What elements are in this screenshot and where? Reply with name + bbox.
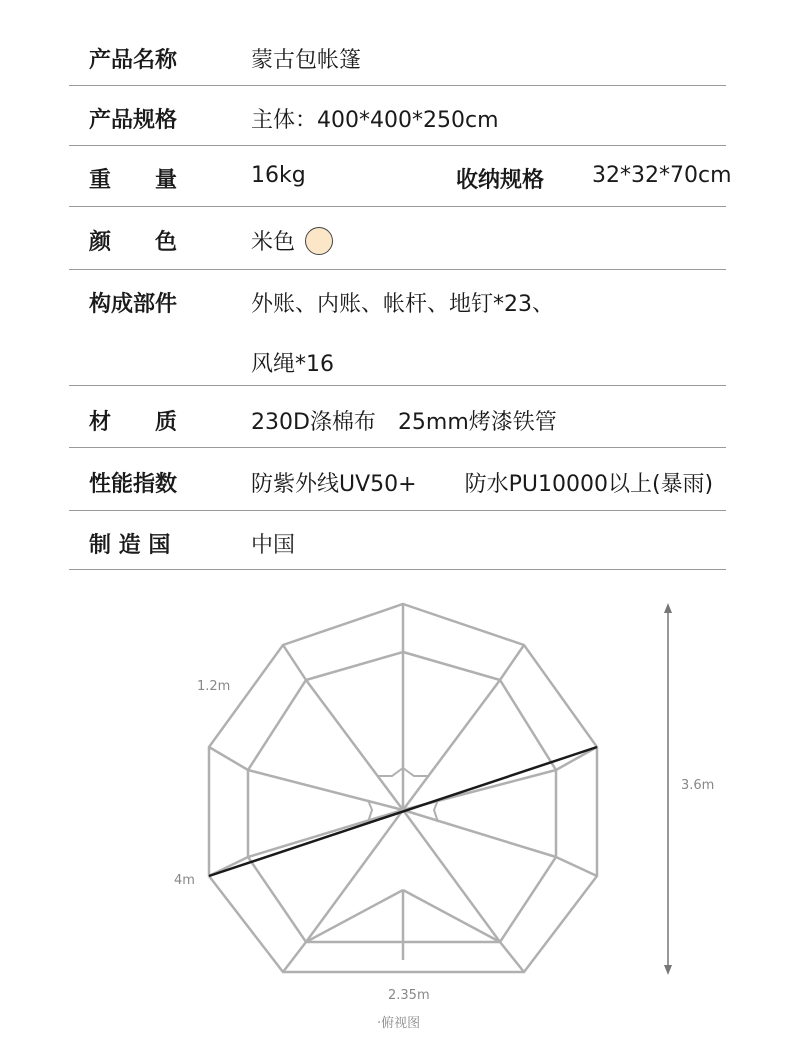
spec-row-origin	[69, 511, 726, 570]
spec-row-performance	[69, 448, 726, 511]
color-swatch	[305, 227, 333, 255]
spec-label-weight: 重 量	[89, 168, 178, 193]
spec-label-parts: 构成部件	[89, 292, 178, 317]
spec-table	[69, 26, 732, 570]
spec-value-performance	[251, 467, 713, 498]
spec-label-material: 材 质	[89, 410, 178, 435]
spec-label-performance: 性能指数	[89, 472, 178, 497]
spec-row-size	[69, 86, 726, 146]
spec-value-origin: 中国	[251, 533, 296, 558]
height-dimension-arrow	[664, 603, 672, 975]
segment-length-label: 1.2m	[197, 679, 231, 694]
color-name: 米色	[251, 230, 296, 255]
spec-label-storage: 收纳规格	[456, 168, 545, 193]
diagram-caption: ·俯视图	[377, 1016, 421, 1031]
spec-row-weight	[69, 146, 732, 207]
spec-value-size: 主体：400*400*250cm	[251, 108, 499, 133]
spec-label-color: 颜 色	[89, 230, 178, 255]
spec-row-material	[69, 386, 726, 448]
spec-label-origin: 制 造 国	[89, 533, 171, 558]
tent-top-view-diagram	[0, 590, 790, 1045]
spec-value-parts-line2: 风绳*16	[251, 352, 334, 377]
spec-value-parts-line1: 外账、内账、帐杆、地钉*23、	[251, 292, 554, 317]
spec-label-size: 产品规格	[89, 108, 178, 133]
spec-value-weight: 16kg	[251, 163, 306, 188]
spec-value-storage: 32*32*70cm	[592, 163, 732, 188]
height-length-label: 3.6m	[681, 778, 715, 793]
spec-label-name: 产品名称	[89, 48, 178, 73]
performance-uv: 防紫外线UV50+	[251, 472, 417, 497]
spec-value-color	[251, 225, 333, 256]
material-fabric: 230D涤棉布	[251, 410, 376, 435]
material-frame: 25mm烤漆铁管	[397, 410, 557, 435]
spec-value-name: 蒙古包帐篷	[251, 48, 362, 73]
diagonal-length-label: 4m	[174, 873, 195, 888]
spec-row-color	[69, 207, 726, 270]
spec-row-name	[69, 26, 726, 86]
spec-row-parts	[69, 270, 726, 386]
spec-value-material	[251, 405, 557, 436]
performance-waterproof: 防水PU10000以上(暴雨)	[464, 472, 714, 497]
side-length-label: 2.35m	[388, 988, 430, 1003]
